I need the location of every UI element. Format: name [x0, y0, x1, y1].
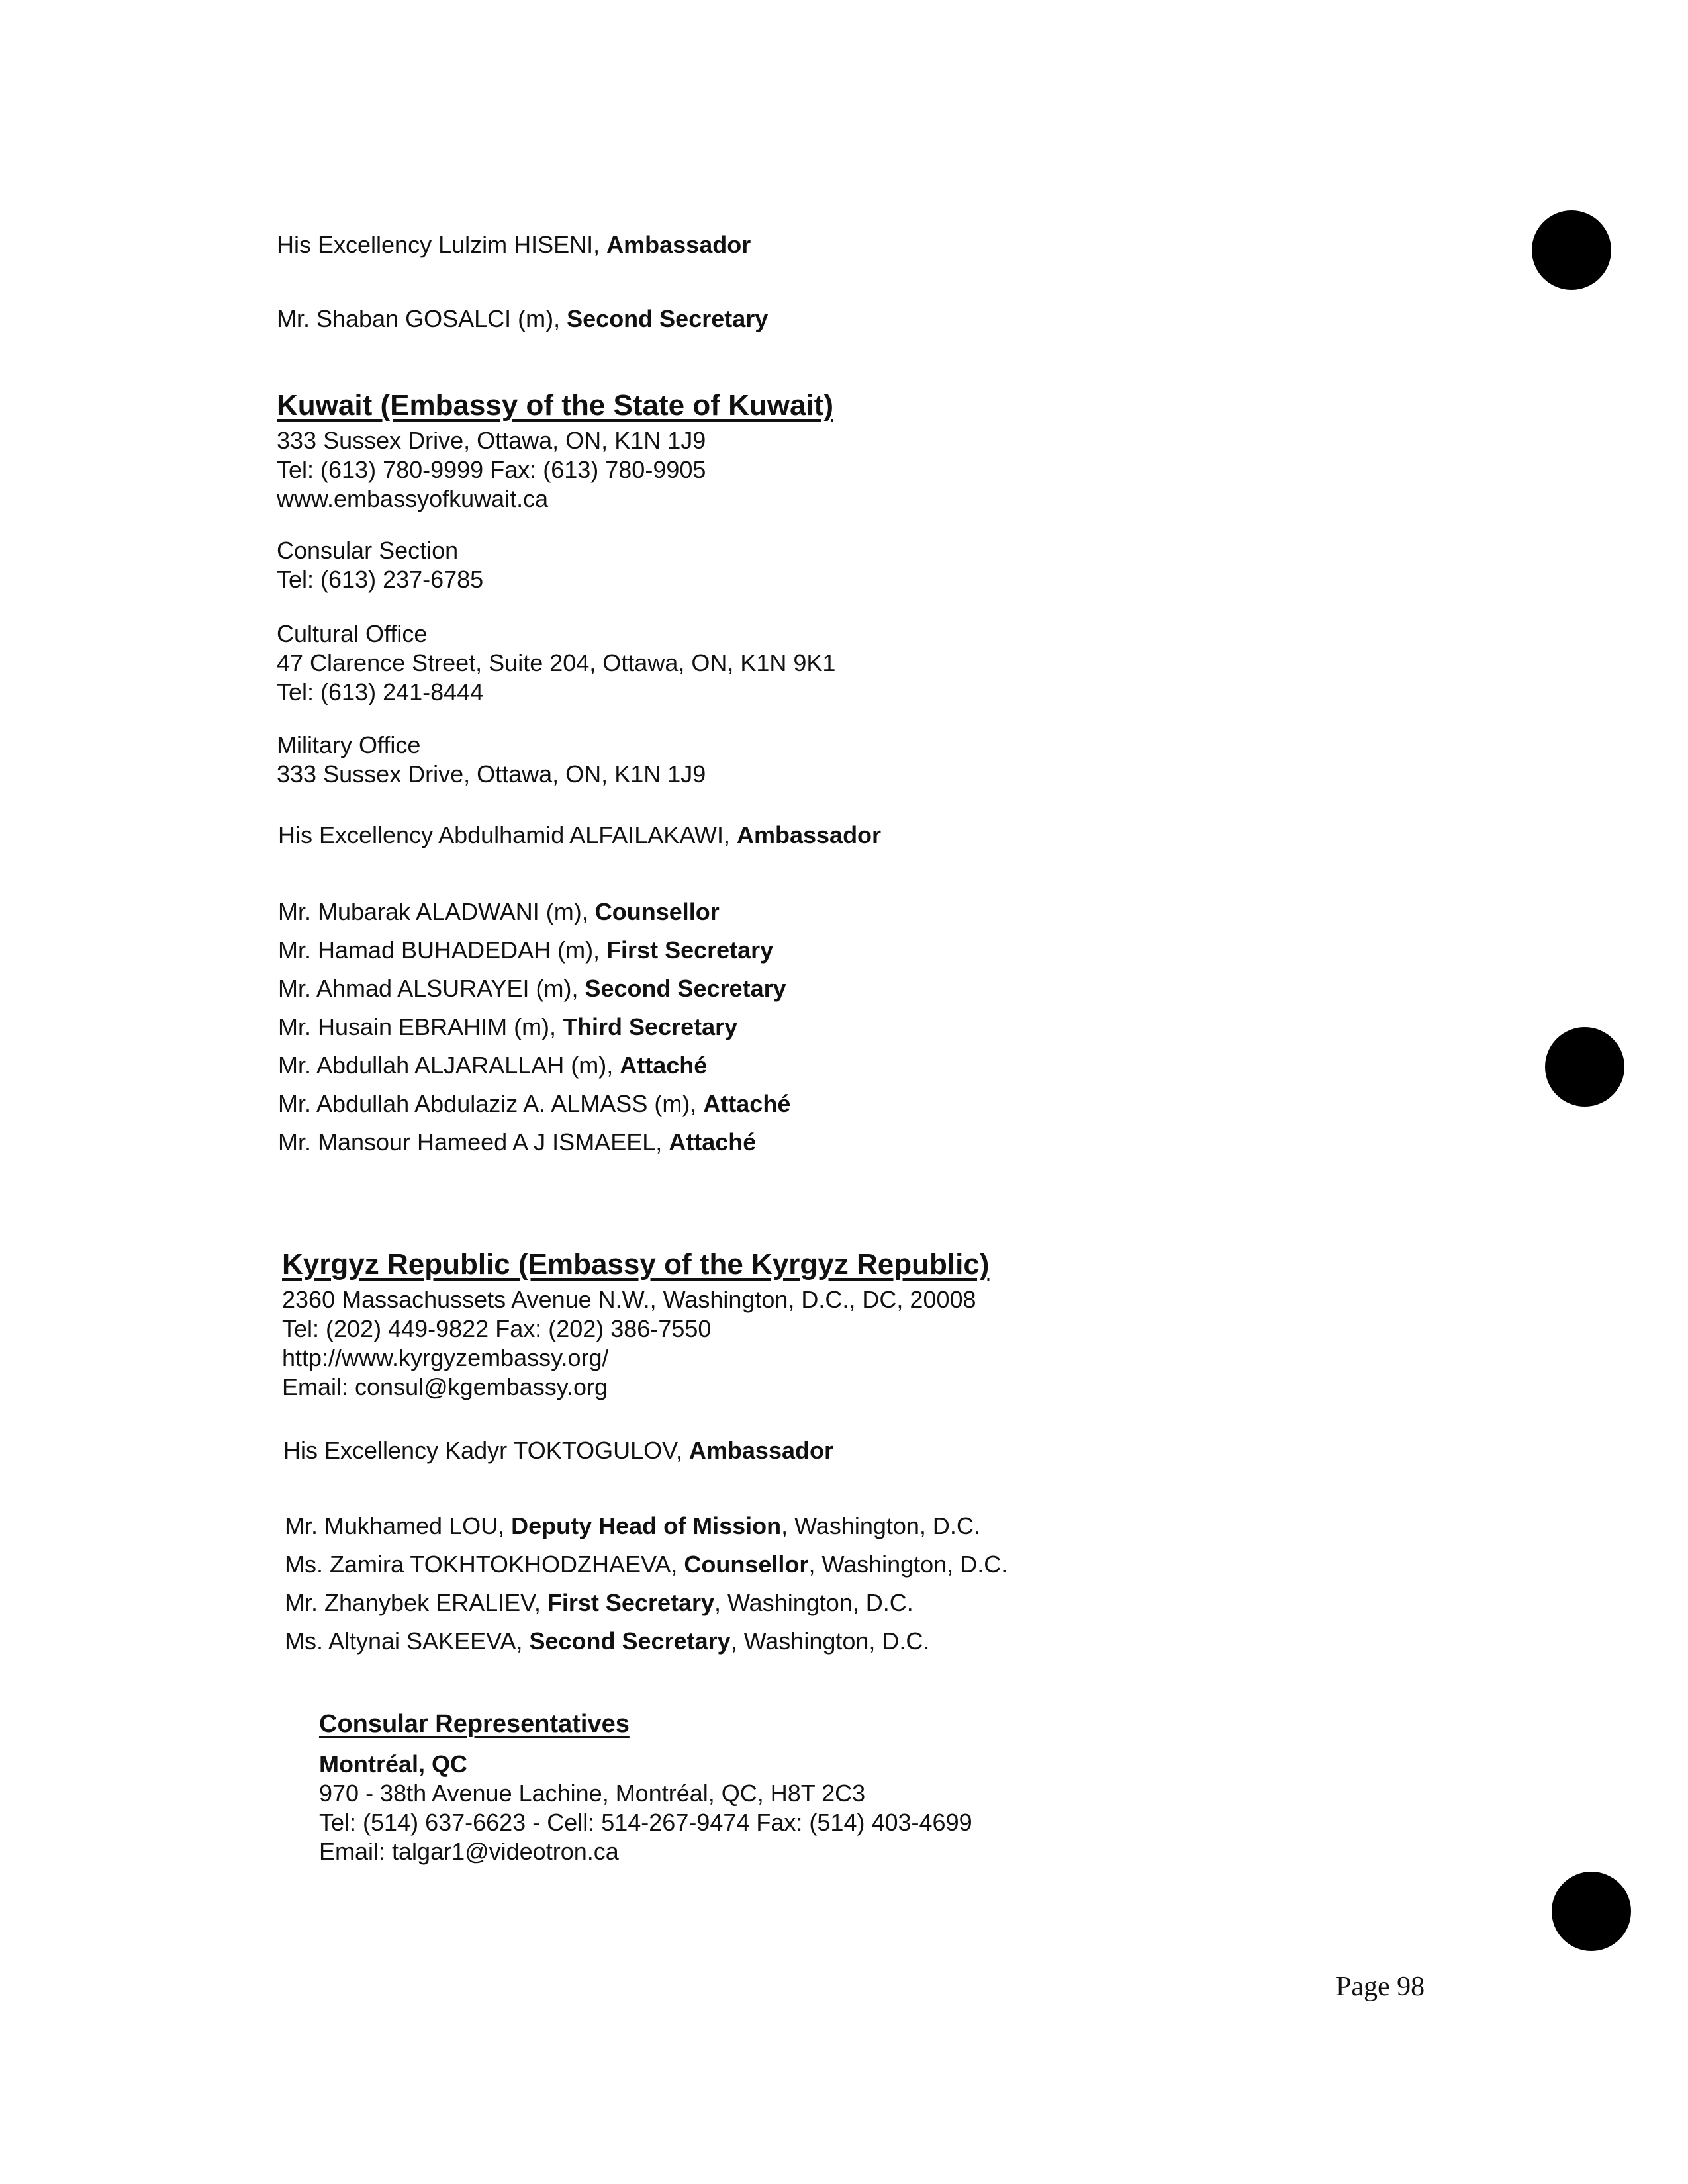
kuwait-cultural-office: [277, 619, 835, 707]
address-line: Tel: (202) 449-9822 Fax: (202) 386-7550: [282, 1315, 712, 1342]
address-line: 333 Sussex Drive, Ottawa, ON, K1N 1J9: [277, 427, 706, 454]
staff-entry: His Excellency Lulzim HISENI, Ambassador: [277, 231, 751, 258]
staff-entry: Mr. Hamad BUHADEDAH (m), First Secretary: [278, 936, 774, 964]
kuwait-address: [277, 426, 706, 514]
email-line: Email: talgar1@videotron.ca: [319, 1838, 619, 1865]
punch-hole-middle: [1545, 1027, 1624, 1107]
consular-representative-montreal: [319, 1750, 972, 1866]
staff-entry: Mr. Husain EBRAHIM (m), Third Secretary: [278, 1013, 738, 1040]
staff-entry: Ms. Altynai SAKEEVA, Second Secretary, Washington, D.C.: [285, 1627, 930, 1655]
head-of-mission: His Excellency Abdulhamid ALFAILAKAWI, Ambassador: [278, 821, 882, 848]
consular-city: Montréal, QC: [319, 1751, 468, 1778]
website-link: www.embassyofkuwait.ca: [277, 485, 549, 512]
website-link: http://www.kyrgyzembassy.org/: [282, 1344, 609, 1371]
staff-entry: Ms. Zamira TOKHTOKHODZHAEVA, Counsellor, Washington, D.C.: [285, 1551, 1008, 1578]
head-of-mission: His Excellency Kadyr TOKTOGULOV, Ambassador: [283, 1437, 833, 1464]
staff-entry: Mr. Ahmad ALSURAYEI (m), Second Secretary: [278, 975, 786, 1002]
office-title: Cultural Office: [277, 620, 428, 647]
staff-entry: Mr. Abdullah Abdulaziz A. ALMASS (m), Attaché: [278, 1090, 791, 1117]
office-line: Tel: (613) 241-8444: [277, 678, 484, 705]
page-number: Page 98: [1336, 1972, 1425, 2002]
staff-entry: Mr. Abdullah ALJARALLAH (m), Attaché: [278, 1052, 708, 1079]
section-heading-kyrgyz: Kyrgyz Republic (Embassy of the Kyrgyz Republic): [282, 1248, 990, 1281]
punch-hole-bottom: [1552, 1872, 1631, 1951]
kuwait-military-office: [277, 731, 706, 789]
office-line: 47 Clarence Street, Suite 204, Ottawa, ON, K1N 9K1: [277, 649, 836, 676]
staff-entry: Mr. Mukhamed LOU, Deputy Head of Mission, Washington, D.C.: [285, 1512, 980, 1539]
office-line: 333 Sussex Drive, Ottawa, ON, K1N 1J9: [277, 760, 706, 788]
office-title: Consular Section: [277, 537, 459, 564]
staff-entry: Mr. Mubarak ALADWANI (m), Counsellor: [278, 898, 720, 925]
staff-entry: Mr. Zhanybek ERALIEV, First Secretary, Washington, D.C.: [285, 1589, 914, 1616]
consular-representatives-heading: Consular Representatives: [319, 1710, 630, 1738]
kyrgyz-address: [282, 1285, 976, 1402]
address-line: 970 - 38th Avenue Lachine, Montréal, QC, H8T 2C3: [319, 1780, 866, 1807]
address-line: Tel: (613) 780-9999 Fax: (613) 780-9905: [277, 456, 706, 483]
staff-entry: Mr. Shaban GOSALCI (m), Second Secretary: [277, 305, 769, 332]
kuwait-consular-section: [277, 536, 483, 594]
phone-line: Tel: (514) 637-6623 - Cell: 514-267-9474 Fax: (514) 403-4699: [319, 1809, 972, 1836]
punch-hole-top: [1532, 210, 1611, 290]
office-title: Military Office: [277, 731, 421, 758]
section-heading-kuwait: Kuwait (Embassy of the State of Kuwait): [277, 389, 833, 422]
staff-entry: Mr. Mansour Hameed A J ISMAEEL, Attaché: [278, 1128, 757, 1156]
address-line: 2360 Massachussets Avenue N.W., Washington, D.C., DC, 20008: [282, 1286, 976, 1313]
office-line: Tel: (613) 237-6785: [277, 566, 484, 593]
email-line: Email: consul@kgembassy.org: [282, 1373, 608, 1400]
